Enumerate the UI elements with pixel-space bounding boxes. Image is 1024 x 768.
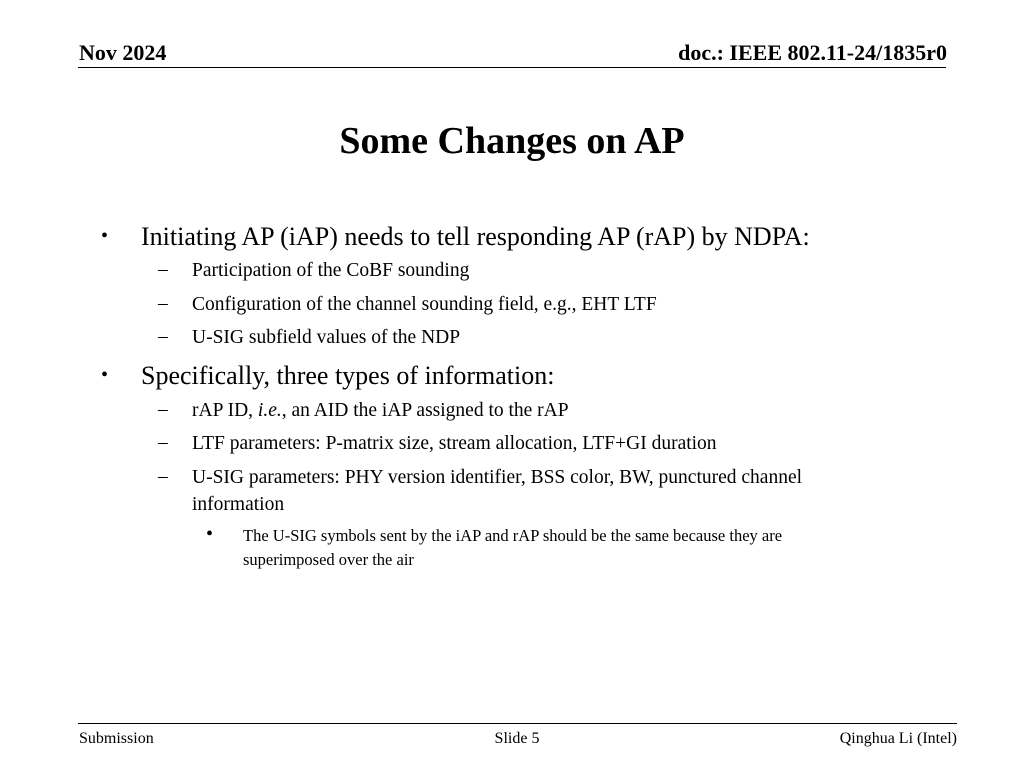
footer-submission: Submission (79, 730, 154, 747)
bullet-marker: • (101, 225, 109, 247)
slide-title: Some Changes on AP (339, 120, 685, 162)
footer-divider (78, 723, 957, 724)
bullet-item-iap-ndpa: Initiating AP (iAP) needs to tell responding AP (rAP) by NDPA: (141, 222, 810, 251)
subsub-bullet-usig-symbols-line2: superimposed over the air (243, 550, 414, 569)
sub-bullet-marker: – (158, 293, 168, 314)
header-doc-id: doc.: IEEE 802.11-24/1835r0 (678, 40, 947, 65)
subsub-bullet-marker: • (206, 523, 214, 545)
sub-bullet-usig-params-line2: information (192, 494, 285, 515)
header-date: Nov 2024 (79, 40, 167, 65)
sub-bullet-sounding-config: Configuration of the channel sounding field, e.g., EHT LTF (192, 294, 657, 315)
sub-bullet-rap-id (192, 399, 569, 423)
sub-bullet-ltf-params: LTF parameters: P-matrix size, stream allocation, LTF+GI duration (192, 433, 717, 454)
bullet-marker: • (101, 364, 109, 386)
footer-author: Qinghua Li (Intel) (839, 730, 957, 747)
rap-id-text-em: i.e. (257, 400, 282, 421)
sub-bullet-usig-params-line1: U-SIG parameters: PHY version identifier, BSS color, BW, punctured channel (192, 467, 803, 488)
rap-id-text-post: , an AID the iAP assigned to the rAP (281, 400, 569, 421)
rap-id-text-pre: rAP ID, (192, 400, 258, 421)
header-divider (78, 67, 946, 68)
footer-slide-number: Slide 5 (494, 730, 540, 747)
bullet-item-info-types: Specifically, three types of information: (141, 361, 555, 390)
sub-bullet-marker: – (158, 326, 168, 347)
sub-bullet-marker: – (158, 259, 168, 280)
sub-bullet-marker: – (158, 466, 168, 487)
sub-bullet-marker: – (158, 399, 168, 420)
sub-bullet-marker: – (158, 432, 168, 453)
sub-bullet-cobf-participation: Participation of the CoBF sounding (192, 260, 470, 281)
sub-bullet-usig-values: U-SIG subfield values of the NDP (192, 327, 461, 348)
subsub-bullet-usig-symbols-line1: The U-SIG symbols sent by the iAP and rAP should be the same because they are (243, 526, 783, 545)
